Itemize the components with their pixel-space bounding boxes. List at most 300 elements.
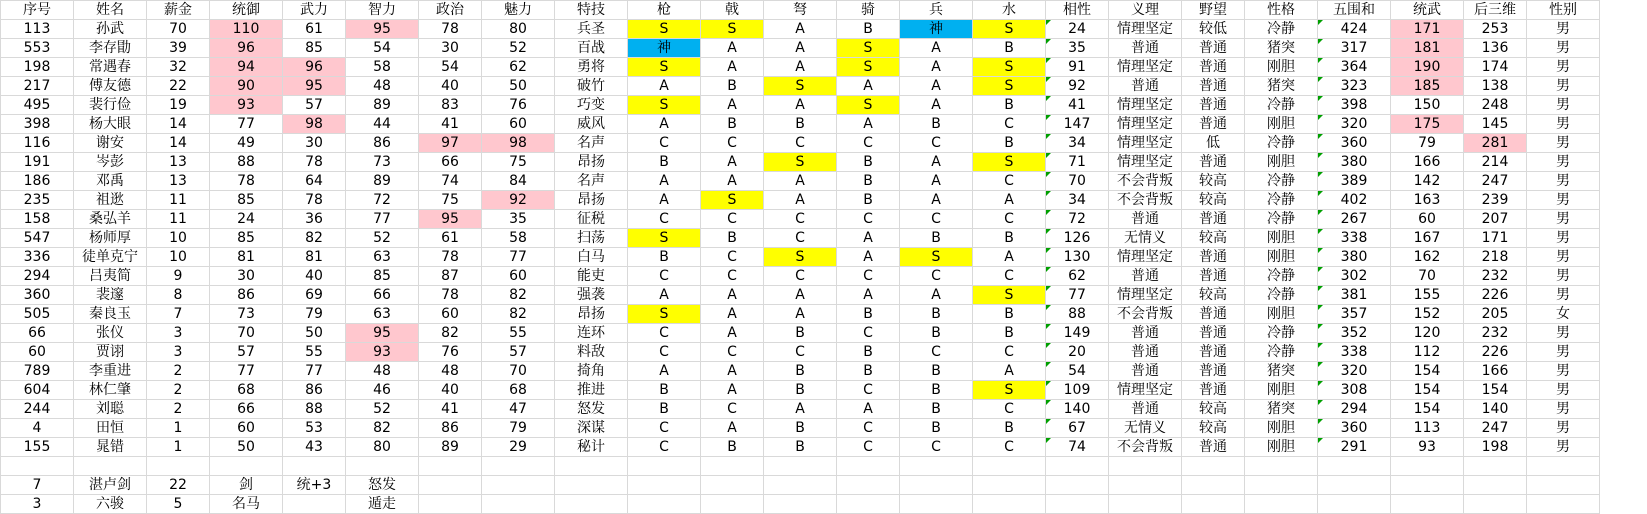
cell[interactable]: 猪突 xyxy=(1245,77,1318,96)
cell[interactable] xyxy=(764,495,837,514)
cell[interactable]: C xyxy=(701,267,764,286)
cell[interactable]: 244 xyxy=(1,400,74,419)
cell[interactable] xyxy=(555,476,628,495)
cell[interactable]: A xyxy=(837,77,900,96)
cell[interactable] xyxy=(764,476,837,495)
cell[interactable]: 冷静 xyxy=(1245,324,1318,343)
cell[interactable]: B xyxy=(837,362,900,381)
column-header[interactable]: 魅力 xyxy=(482,1,555,20)
cell[interactable]: 113 xyxy=(1391,419,1464,438)
cell[interactable]: 294 xyxy=(1318,400,1391,419)
cell[interactable]: 较低 xyxy=(1182,20,1245,39)
cell[interactable]: 2 xyxy=(147,400,210,419)
cell[interactable]: S xyxy=(764,153,837,172)
cell[interactable]: 刚胆 xyxy=(1245,229,1318,248)
cell[interactable]: 冷静 xyxy=(1245,96,1318,115)
cell[interactable]: 较高 xyxy=(1182,229,1245,248)
cell[interactable]: 86 xyxy=(210,286,283,305)
cell[interactable]: 547 xyxy=(1,229,74,248)
cell[interactable]: 刚胆 xyxy=(1245,153,1318,172)
cell[interactable]: 88 xyxy=(210,153,283,172)
cell[interactable]: A xyxy=(701,153,764,172)
cell[interactable]: 4 xyxy=(1,419,74,438)
column-header[interactable]: 义理 xyxy=(1109,1,1182,20)
cell[interactable]: S xyxy=(973,153,1046,172)
cell[interactable]: 248 xyxy=(1464,96,1527,115)
cell[interactable]: 谢安 xyxy=(74,134,147,153)
cell[interactable]: 刚胆 xyxy=(1245,438,1318,457)
cell[interactable]: 82 xyxy=(419,324,482,343)
cell[interactable]: S xyxy=(628,58,701,77)
cell[interactable]: B xyxy=(764,419,837,438)
cell[interactable]: B xyxy=(837,191,900,210)
cell[interactable] xyxy=(1245,476,1318,495)
cell[interactable]: 81 xyxy=(210,248,283,267)
cell[interactable]: 普通 xyxy=(1182,343,1245,362)
cell[interactable]: S xyxy=(973,77,1046,96)
cell[interactable] xyxy=(74,457,147,476)
cell[interactable] xyxy=(1527,495,1600,514)
column-header[interactable]: 骑 xyxy=(837,1,900,20)
cell[interactable]: 冷静 xyxy=(1245,210,1318,229)
cell[interactable]: 男 xyxy=(1527,134,1600,153)
cell[interactable]: 82 xyxy=(283,229,346,248)
cell[interactable]: 60 xyxy=(210,419,283,438)
cell[interactable]: 李存勖 xyxy=(74,39,147,58)
cell[interactable]: 145 xyxy=(1464,115,1527,134)
cell[interactable]: 男 xyxy=(1527,153,1600,172)
cell[interactable]: 247 xyxy=(1464,172,1527,191)
cell[interactable]: A xyxy=(701,58,764,77)
cell[interactable]: B xyxy=(764,362,837,381)
cell[interactable]: B xyxy=(900,115,973,134)
cell[interactable]: 147 xyxy=(1046,115,1109,134)
cell[interactable]: 77 xyxy=(1046,286,1109,305)
cell[interactable]: 54 xyxy=(419,58,482,77)
cell[interactable]: 79 xyxy=(482,419,555,438)
column-header[interactable]: 枪 xyxy=(628,1,701,20)
cell[interactable] xyxy=(1391,476,1464,495)
cell[interactable]: 普通 xyxy=(1109,343,1182,362)
cell[interactable]: 男 xyxy=(1527,115,1600,134)
cell[interactable]: C xyxy=(900,343,973,362)
cell[interactable]: 281 xyxy=(1464,134,1527,153)
cell[interactable]: C xyxy=(764,343,837,362)
cell[interactable] xyxy=(419,457,482,476)
cell[interactable]: 207 xyxy=(1464,210,1527,229)
cell[interactable]: A xyxy=(701,39,764,58)
cell[interactable]: 154 xyxy=(1464,381,1527,400)
column-header[interactable]: 性别 xyxy=(1527,1,1600,20)
cell[interactable]: 40 xyxy=(283,267,346,286)
cell[interactable]: 普通 xyxy=(1109,362,1182,381)
cell[interactable]: 75 xyxy=(482,153,555,172)
cell[interactable]: C xyxy=(701,210,764,229)
cell[interactable]: C xyxy=(973,172,1046,191)
cell[interactable]: 360 xyxy=(1,286,74,305)
cell[interactable]: A xyxy=(764,400,837,419)
cell[interactable]: B xyxy=(764,324,837,343)
cell[interactable]: 154 xyxy=(1391,381,1464,400)
cell[interactable]: 冷静 xyxy=(1245,20,1318,39)
cell[interactable]: B xyxy=(764,381,837,400)
cell[interactable]: 22 xyxy=(147,476,210,495)
cell[interactable]: 155 xyxy=(1391,286,1464,305)
cell[interactable]: 男 xyxy=(1527,362,1600,381)
cell[interactable]: 邓禹 xyxy=(74,172,147,191)
cell[interactable]: 猪突 xyxy=(1245,362,1318,381)
cell[interactable] xyxy=(1245,457,1318,476)
cell[interactable]: S xyxy=(973,58,1046,77)
cell[interactable]: B xyxy=(900,400,973,419)
cell[interactable]: 刚胆 xyxy=(1245,248,1318,267)
cell[interactable]: 71 xyxy=(1046,153,1109,172)
cell[interactable]: 较高 xyxy=(1182,400,1245,419)
cell[interactable]: 无情义 xyxy=(1109,229,1182,248)
cell[interactable]: 林仁肇 xyxy=(74,381,147,400)
cell[interactable]: C xyxy=(628,324,701,343)
cell[interactable]: 789 xyxy=(1,362,74,381)
cell[interactable]: 92 xyxy=(1046,77,1109,96)
cell[interactable]: 湛卢剑 xyxy=(74,476,147,495)
cell[interactable]: 364 xyxy=(1318,58,1391,77)
cell[interactable]: 85 xyxy=(283,39,346,58)
cell[interactable]: 54 xyxy=(346,39,419,58)
cell[interactable]: 征税 xyxy=(555,210,628,229)
cell[interactable]: 男 xyxy=(1527,400,1600,419)
cell[interactable]: S xyxy=(701,20,764,39)
cell[interactable]: 7 xyxy=(1,476,74,495)
cell[interactable]: C xyxy=(837,381,900,400)
cell[interactable]: 158 xyxy=(1,210,74,229)
cell[interactable]: 294 xyxy=(1,267,74,286)
cell[interactable]: 昂扬 xyxy=(555,153,628,172)
cell[interactable]: 60 xyxy=(482,267,555,286)
cell[interactable]: S xyxy=(973,381,1046,400)
cell[interactable]: 140 xyxy=(1464,400,1527,419)
cell[interactable]: 统+3 xyxy=(283,476,346,495)
cell[interactable]: A xyxy=(764,191,837,210)
cell[interactable]: A xyxy=(973,248,1046,267)
cell[interactable] xyxy=(419,476,482,495)
cell[interactable]: C xyxy=(837,267,900,286)
cell[interactable]: 普通 xyxy=(1182,267,1245,286)
cell[interactable] xyxy=(1464,476,1527,495)
cell[interactable]: 87 xyxy=(419,267,482,286)
cell[interactable]: 82 xyxy=(346,419,419,438)
cell[interactable]: 89 xyxy=(419,438,482,457)
cell[interactable]: 裴邃 xyxy=(74,286,147,305)
cell[interactable]: 普通 xyxy=(1182,324,1245,343)
cell[interactable]: 44 xyxy=(346,115,419,134)
cell[interactable]: 214 xyxy=(1464,153,1527,172)
cell[interactable]: A xyxy=(837,400,900,419)
cell[interactable]: 男 xyxy=(1527,210,1600,229)
cell[interactable]: 男 xyxy=(1527,172,1600,191)
cell[interactable]: 11 xyxy=(147,210,210,229)
cell[interactable]: 3 xyxy=(147,343,210,362)
cell[interactable]: C xyxy=(764,134,837,153)
cell[interactable]: 34 xyxy=(1046,134,1109,153)
cell[interactable]: A xyxy=(900,96,973,115)
cell[interactable]: B xyxy=(628,381,701,400)
cell[interactable]: 怒发 xyxy=(555,400,628,419)
cell[interactable]: 149 xyxy=(1046,324,1109,343)
cell[interactable]: 352 xyxy=(1318,324,1391,343)
cell[interactable]: 男 xyxy=(1527,20,1600,39)
cell[interactable]: 41 xyxy=(1046,96,1109,115)
cell[interactable]: 74 xyxy=(419,172,482,191)
cell[interactable]: 剑 xyxy=(210,476,283,495)
cell[interactable]: 93 xyxy=(1391,438,1464,457)
cell[interactable] xyxy=(764,457,837,476)
cell[interactable] xyxy=(555,457,628,476)
cell[interactable] xyxy=(900,476,973,495)
cell[interactable] xyxy=(628,457,701,476)
cell[interactable]: 70 xyxy=(1391,267,1464,286)
cell[interactable]: 推进 xyxy=(555,381,628,400)
cell[interactable]: C xyxy=(973,438,1046,457)
cell[interactable]: 505 xyxy=(1,305,74,324)
cell[interactable]: 68 xyxy=(482,381,555,400)
cell[interactable]: 男 xyxy=(1527,267,1600,286)
cell[interactable]: B xyxy=(837,305,900,324)
cell[interactable]: 175 xyxy=(1391,115,1464,134)
cell[interactable]: C xyxy=(628,343,701,362)
cell[interactable]: 66 xyxy=(346,286,419,305)
cell[interactable]: 317 xyxy=(1318,39,1391,58)
cell[interactable]: 83 xyxy=(419,96,482,115)
cell[interactable]: 205 xyxy=(1464,305,1527,324)
cell[interactable]: B xyxy=(701,115,764,134)
cell[interactable]: 86 xyxy=(283,381,346,400)
cell[interactable]: 57 xyxy=(482,343,555,362)
cell[interactable]: 126 xyxy=(1046,229,1109,248)
cell[interactable]: 秦良玉 xyxy=(74,305,147,324)
cell[interactable]: A xyxy=(764,96,837,115)
cell[interactable]: 198 xyxy=(1,58,74,77)
cell[interactable]: C xyxy=(973,267,1046,286)
cell[interactable]: 155 xyxy=(1,438,74,457)
cell[interactable]: 徒单克宁 xyxy=(74,248,147,267)
cell[interactable]: A xyxy=(701,362,764,381)
cell[interactable]: C xyxy=(900,438,973,457)
cell[interactable]: 89 xyxy=(346,172,419,191)
cell[interactable]: 名声 xyxy=(555,172,628,191)
cell[interactable]: 77 xyxy=(346,210,419,229)
cell[interactable] xyxy=(210,457,283,476)
cell[interactable]: 39 xyxy=(147,39,210,58)
cell[interactable] xyxy=(147,457,210,476)
cell[interactable]: S xyxy=(837,39,900,58)
cell[interactable]: 普通 xyxy=(1182,115,1245,134)
cell[interactable]: 普通 xyxy=(1182,438,1245,457)
cell[interactable] xyxy=(1046,495,1109,514)
cell[interactable]: 冷静 xyxy=(1245,134,1318,153)
cell[interactable]: 67 xyxy=(1046,419,1109,438)
cell[interactable]: 57 xyxy=(283,96,346,115)
cell[interactable]: 13 xyxy=(147,153,210,172)
cell[interactable]: 冷静 xyxy=(1245,286,1318,305)
cell[interactable] xyxy=(1109,476,1182,495)
cell[interactable]: 男 xyxy=(1527,248,1600,267)
cell[interactable]: 3 xyxy=(147,324,210,343)
cell[interactable]: 48 xyxy=(419,362,482,381)
cell[interactable] xyxy=(1046,476,1109,495)
cell[interactable]: A xyxy=(628,172,701,191)
cell[interactable]: 185 xyxy=(1391,77,1464,96)
cell[interactable] xyxy=(1182,476,1245,495)
cell[interactable]: 男 xyxy=(1527,39,1600,58)
cell[interactable] xyxy=(973,495,1046,514)
cell[interactable]: 情理坚定 xyxy=(1109,20,1182,39)
cell[interactable]: A xyxy=(764,305,837,324)
cell[interactable]: A xyxy=(701,419,764,438)
cell[interactable]: 320 xyxy=(1318,362,1391,381)
cell[interactable]: 普通 xyxy=(1182,77,1245,96)
cell[interactable]: A xyxy=(900,58,973,77)
cell[interactable]: 58 xyxy=(482,229,555,248)
cell[interactable]: 360 xyxy=(1318,419,1391,438)
cell[interactable]: A xyxy=(701,96,764,115)
cell[interactable]: A xyxy=(628,362,701,381)
cell[interactable]: 7 xyxy=(147,305,210,324)
cell[interactable]: 191 xyxy=(1,153,74,172)
cell[interactable]: S xyxy=(764,77,837,96)
cell[interactable]: 贾诩 xyxy=(74,343,147,362)
cell[interactable]: 50 xyxy=(482,77,555,96)
cell[interactable]: C xyxy=(628,419,701,438)
cell[interactable]: 男 xyxy=(1527,343,1600,362)
cell[interactable]: 43 xyxy=(283,438,346,457)
cell[interactable]: C xyxy=(837,324,900,343)
cell[interactable]: 怒发 xyxy=(346,476,419,495)
cell[interactable] xyxy=(1391,457,1464,476)
cell[interactable]: 110 xyxy=(210,20,283,39)
cell[interactable]: A xyxy=(764,172,837,191)
cell[interactable]: C xyxy=(837,438,900,457)
cell[interactable]: 20 xyxy=(1046,343,1109,362)
cell[interactable]: 62 xyxy=(482,58,555,77)
cell[interactable]: 普通 xyxy=(1109,267,1182,286)
cell[interactable]: 普通 xyxy=(1182,362,1245,381)
cell[interactable] xyxy=(283,495,346,514)
cell[interactable]: 普通 xyxy=(1182,39,1245,58)
cell[interactable] xyxy=(1318,476,1391,495)
cell[interactable]: 72 xyxy=(346,191,419,210)
cell[interactable]: 66 xyxy=(419,153,482,172)
cell[interactable]: A xyxy=(628,77,701,96)
cell[interactable]: B xyxy=(701,229,764,248)
cell[interactable]: 162 xyxy=(1391,248,1464,267)
cell[interactable] xyxy=(837,457,900,476)
cell[interactable]: C xyxy=(701,248,764,267)
cell[interactable]: 302 xyxy=(1318,267,1391,286)
cell[interactable] xyxy=(628,495,701,514)
cell[interactable]: 35 xyxy=(482,210,555,229)
cell[interactable]: 82 xyxy=(482,286,555,305)
cell[interactable] xyxy=(482,476,555,495)
cell[interactable]: B xyxy=(701,438,764,457)
cell[interactable]: 76 xyxy=(482,96,555,115)
cell[interactable]: 5 xyxy=(147,495,210,514)
cell[interactable]: B xyxy=(628,153,701,172)
cell[interactable]: 80 xyxy=(346,438,419,457)
cell[interactable]: 95 xyxy=(283,77,346,96)
cell[interactable]: 181 xyxy=(1391,39,1464,58)
cell[interactable] xyxy=(283,457,346,476)
cell[interactable]: 89 xyxy=(346,96,419,115)
cell[interactable]: 冷静 xyxy=(1245,267,1318,286)
cell[interactable]: 495 xyxy=(1,96,74,115)
cell[interactable]: C xyxy=(764,229,837,248)
column-header[interactable]: 兵 xyxy=(900,1,973,20)
cell[interactable]: 63 xyxy=(346,248,419,267)
cell[interactable]: 402 xyxy=(1318,191,1391,210)
cell[interactable]: 1 xyxy=(147,419,210,438)
cell[interactable]: 30 xyxy=(210,267,283,286)
cell[interactable]: 217 xyxy=(1,77,74,96)
cell[interactable]: 81 xyxy=(283,248,346,267)
cell[interactable]: 刚胆 xyxy=(1245,381,1318,400)
cell[interactable]: 普通 xyxy=(1109,400,1182,419)
cell[interactable]: 78 xyxy=(283,191,346,210)
cell[interactable]: 70 xyxy=(210,324,283,343)
cell[interactable]: 较高 xyxy=(1182,419,1245,438)
cell[interactable]: 218 xyxy=(1464,248,1527,267)
cell[interactable]: 遁走 xyxy=(346,495,419,514)
cell[interactable]: 136 xyxy=(1464,39,1527,58)
cell[interactable]: B xyxy=(973,134,1046,153)
cell[interactable]: B xyxy=(900,229,973,248)
cell[interactable]: 74 xyxy=(1046,438,1109,457)
cell[interactable]: 84 xyxy=(482,172,555,191)
cell[interactable]: 女 xyxy=(1527,305,1600,324)
cell[interactable]: 95 xyxy=(346,324,419,343)
cell[interactable]: 78 xyxy=(419,248,482,267)
cell[interactable] xyxy=(1318,457,1391,476)
cell[interactable]: B xyxy=(628,400,701,419)
cell[interactable]: 226 xyxy=(1464,343,1527,362)
cell[interactable]: A xyxy=(764,20,837,39)
cell[interactable]: 130 xyxy=(1046,248,1109,267)
cell[interactable]: C xyxy=(701,400,764,419)
cell[interactable]: 232 xyxy=(1464,267,1527,286)
cell[interactable] xyxy=(1109,457,1182,476)
cell[interactable]: 男 xyxy=(1527,229,1600,248)
cell[interactable]: 94 xyxy=(210,58,283,77)
cell[interactable]: 24 xyxy=(210,210,283,229)
cell[interactable]: 男 xyxy=(1527,286,1600,305)
cell[interactable] xyxy=(1,457,74,476)
cell[interactable]: 猪突 xyxy=(1245,39,1318,58)
cell[interactable]: 19 xyxy=(147,96,210,115)
cell[interactable]: 78 xyxy=(210,172,283,191)
cell[interactable]: A xyxy=(837,286,900,305)
cell[interactable]: 普通 xyxy=(1182,153,1245,172)
cell[interactable]: 2 xyxy=(147,381,210,400)
cell[interactable]: 60 xyxy=(482,115,555,134)
cell[interactable]: 66 xyxy=(1,324,74,343)
cell[interactable]: 破竹 xyxy=(555,77,628,96)
cell[interactable]: C xyxy=(900,134,973,153)
cell[interactable]: A xyxy=(701,305,764,324)
cell[interactable]: C xyxy=(900,267,973,286)
cell[interactable]: 308 xyxy=(1318,381,1391,400)
column-header[interactable]: 戟 xyxy=(701,1,764,20)
cell[interactable]: 11 xyxy=(147,191,210,210)
cell[interactable]: 晁错 xyxy=(74,438,147,457)
